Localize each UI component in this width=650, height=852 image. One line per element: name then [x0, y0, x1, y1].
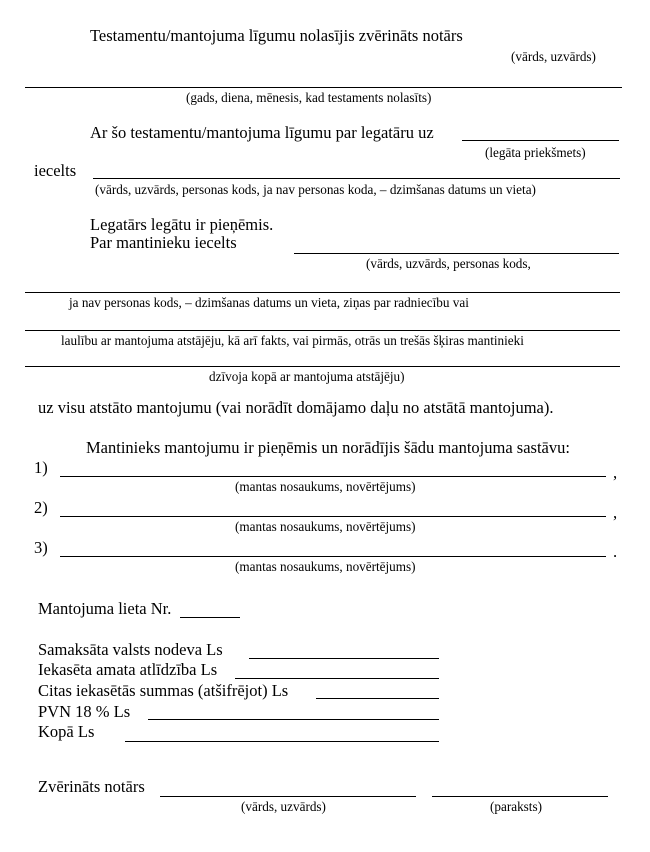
vat-label: PVN 18 % Ls — [38, 702, 131, 721]
heir-hint-2: ja nav personas kods, – dzimšanas datums un vieta, ziņas par radniecību vai — [69, 295, 469, 310]
signature-line[interactable] — [432, 796, 608, 797]
state-duty-line[interactable] — [249, 658, 439, 659]
vat-line[interactable] — [148, 719, 439, 720]
estate-item-2-number: 2) — [34, 498, 48, 517]
legatee-accepted: Legatārs legātu ir pieņēmis. — [90, 215, 274, 234]
estate-item-3-line[interactable] — [60, 556, 606, 557]
legatee-person-hint: (vārds, uzvārds, personas kods, ja nav personas koda, – dzimšanas datums un vieta) — [95, 182, 536, 197]
legacy-subject-hint: (legāta priekšmets) — [485, 145, 586, 160]
date-blank-line[interactable] — [25, 87, 622, 88]
other-sums-label: Citas iekasētās summas (atšifrējot) Ls — [38, 681, 289, 700]
heir-person-line[interactable] — [294, 253, 619, 254]
legatee-person-line[interactable] — [93, 178, 620, 179]
legatee-sentence: Ar šo testamentu/mantojuma līgumu par legatāru uz — [90, 123, 434, 142]
heir-line-2[interactable] — [25, 292, 620, 293]
signature-hint: (paraksts) — [490, 799, 542, 814]
heir-hint-4: dzīvoja kopā ar mantojuma atstājēju) — [209, 369, 405, 384]
estate-item-2-line[interactable] — [60, 516, 606, 517]
estate-intro: Mantinieks mantojumu ir pieņēmis un norādījis šādu mantojuma sastāvu: — [86, 438, 570, 457]
estate-item-3-punct: . — [613, 542, 618, 561]
signature-name-hint: (vārds, uzvārds) — [241, 799, 326, 814]
estate-item-1-hint: (mantas nosaukums, novērtējums) — [235, 479, 416, 494]
other-sums-line[interactable] — [316, 698, 439, 699]
estate-item-1-punct: , — [613, 463, 618, 482]
estate-item-3-number: 3) — [34, 538, 48, 557]
date-hint: (gads, diena, mēnesis, kad testaments nolasīts) — [186, 90, 432, 105]
appointed-label: iecelts — [34, 161, 77, 180]
total-line[interactable] — [125, 741, 439, 742]
estate-item-1-line[interactable] — [60, 476, 606, 477]
estate-item-1-number: 1) — [34, 458, 48, 477]
signature-name-line[interactable] — [160, 796, 416, 797]
case-number-label: Mantojuma lieta Nr. — [38, 599, 172, 618]
signature-label: Zvērināts notārs — [38, 777, 145, 796]
heir-scope: uz visu atstāto mantojumu (vai norādīt domājamo daļu no atstātā mantojuma). — [38, 398, 554, 417]
notary-fee-line[interactable] — [235, 678, 439, 679]
form-title: Testamentu/mantojuma līgumu nolasījis zvērināts notārs — [90, 26, 463, 45]
heir-label: Par mantinieku iecelts — [90, 233, 237, 252]
heir-line-3[interactable] — [25, 330, 620, 331]
state-duty-label: Samaksāta valsts nodeva Ls — [38, 640, 223, 659]
case-number-line[interactable] — [180, 617, 240, 618]
heir-line-4[interactable] — [25, 366, 620, 367]
estate-item-2-hint: (mantas nosaukums, novērtējums) — [235, 519, 416, 534]
estate-item-2-punct: , — [613, 503, 618, 522]
heir-hint-1: (vārds, uzvārds, personas kods, — [366, 256, 531, 271]
heir-hint-3: laulību ar mantojuma atstājēju, kā arī fakts, vai pirmās, otrās un trešās šķiras mantinieki — [61, 333, 524, 348]
notary-name-hint: (vārds, uzvārds) — [511, 49, 596, 64]
notary-fee-label: Iekasēta amata atlīdzība Ls — [38, 660, 218, 679]
estate-item-3-hint: (mantas nosaukums, novērtējums) — [235, 559, 416, 574]
total-label: Kopā Ls — [38, 722, 95, 741]
legacy-subject-line[interactable] — [462, 140, 619, 141]
